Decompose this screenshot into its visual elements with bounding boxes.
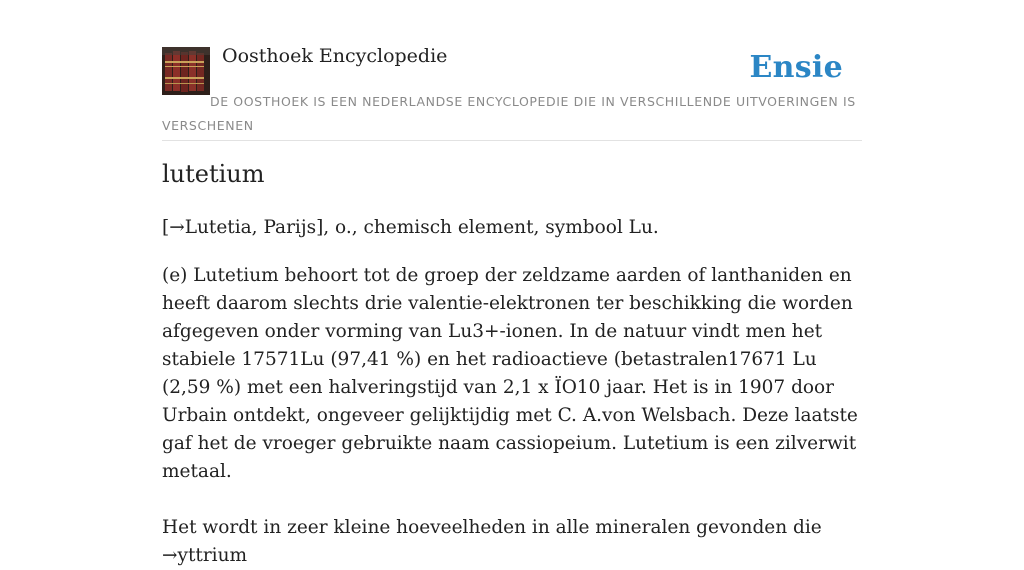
article-lead: [→Lutetia, Parijs], o., chemisch element, symbool Lu.: [162, 217, 659, 238]
article-paragraph: (e) Lutetium behoort tot de groep der zeldzame aarden of lanthaniden en heeft daarom slechts drie valentie-elektronen ter beschikking die worden afgegeven onder vorming van Lu3+-ionen. In de natuur vindt men het stabiele 17571Lu (97,41 %) en het radioactieve (betastralen17671 Lu (2,59 %) met een halveringstijd van 2,1 x ÏO10 jaar. Het is in 1907 door Urbain ontdekt, ongeveer gelijktijdig met C. A.von Welsbach. Deze laatste gaf het de vroeger gebruikte naam cassiopeium. Lutetium is een zilverwit metaal.: [162, 265, 858, 482]
page-container: [162, 0, 862, 566]
brand-logo-link[interactable]: Ensie: [749, 50, 843, 85]
site-header: [162, 0, 862, 141]
site-tagline: DE OOSTHOEK IS EEN NEDERLANDSE ENCYCLOPEDIE DIE IN VERSCHILLENDE UITVOERINGEN IS VERSCHENEN: [162, 94, 856, 133]
book-spines-icon[interactable]: [162, 47, 210, 95]
article-paragraph: Het wordt in zeer kleine hoeveelheden in alle mineralen gevonden die →yttrium: [162, 517, 822, 566]
site-name-link[interactable]: Oosthoek Encyclopedie: [222, 45, 448, 67]
article-title: lutetium: [162, 160, 265, 188]
article-body: [162, 214, 862, 570]
